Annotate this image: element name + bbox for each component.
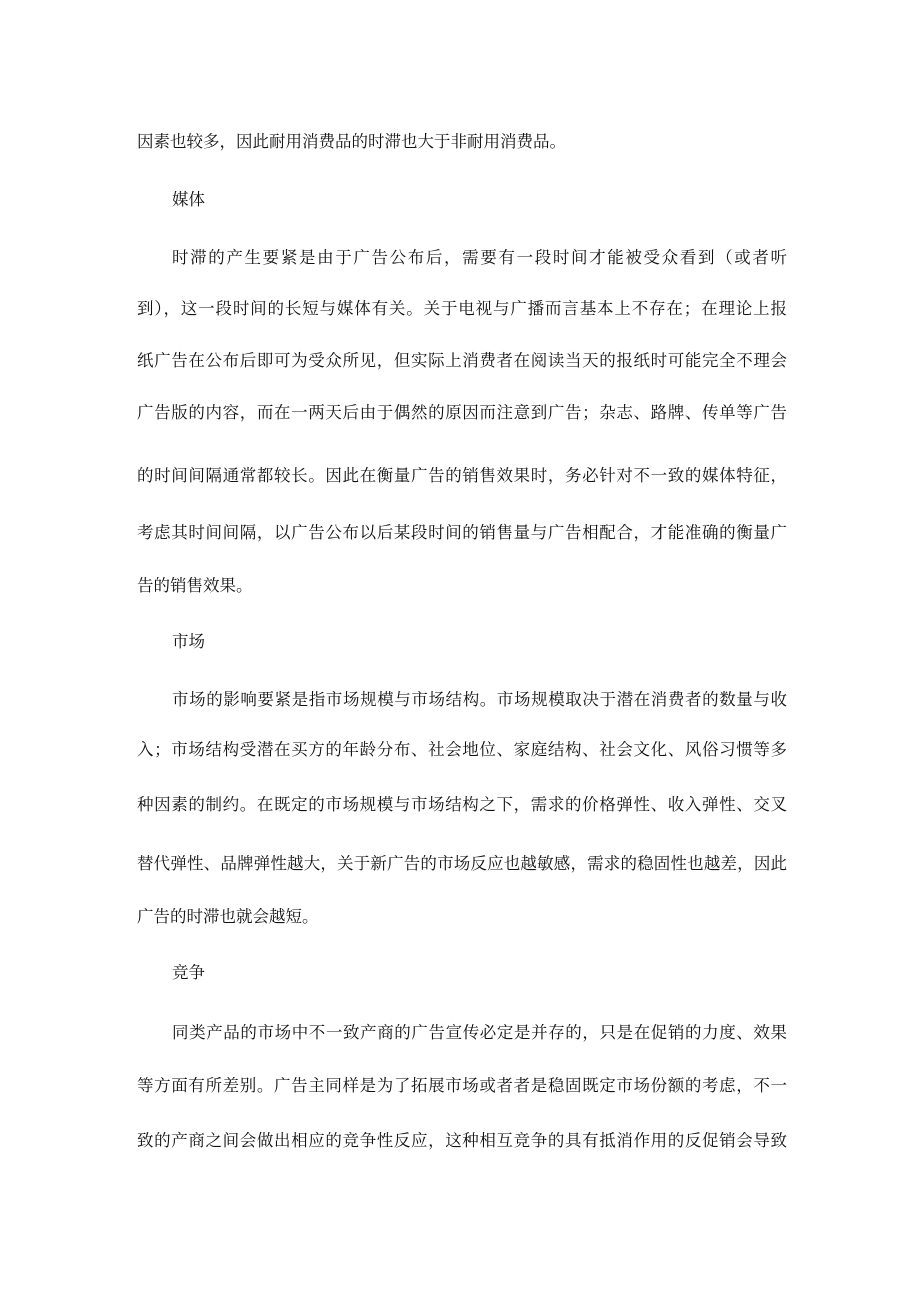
section-heading-competition: 竞争	[172, 963, 205, 982]
paragraph-line: 同类产品的市场中不一致产商的广告宣传必定是并存的，只是在促销的力度、效果	[172, 1023, 787, 1042]
paragraph-line: 纸广告在公布后即可为受众所见，但实际上消费者在阅读当天的报纸时可能完全不理会	[137, 351, 787, 370]
paragraph-line: 种因素的制约。在既定的市场规模与市场结构之下，需求的价格弹性、收入弹性、交叉	[137, 795, 787, 814]
paragraph-line: 致的产商之间会做出相应的竞争性反应，这种相互竞争的具有抵消作用的反促销会导致	[137, 1131, 787, 1150]
paragraph-line: 广告的时滞也就会越短。	[137, 907, 319, 926]
paragraph-line: 考虑其时间间隔，以广告公布以后某段时间的销售量与广告相配合，才能准确的衡量广	[137, 523, 787, 542]
section-heading-market: 市场	[172, 632, 205, 651]
paragraph-line: 市场的影响要紧是指市场规模与市场结构。市场规模取决于潜在消费者的数量与收	[172, 690, 787, 709]
section-heading-media: 媒体	[172, 190, 205, 209]
paragraph-line: 到），这一段时间的长短与媒体有关。关于电视与广播而言基本上不存在；在理论上报	[137, 299, 787, 318]
paragraph-line: 因素也较多，因此耐用消费品的时滞也大于非耐用消费品。	[137, 132, 566, 151]
paragraph-line: 等方面有所差别。广告主同样是为了拓展市场或者者是稳固既定市场份额的考虑，不一	[137, 1076, 787, 1095]
paragraph-line: 时滞的产生要紧是由于广告公布后，需要有一段时间才能被受众看到（或者听	[172, 248, 787, 267]
paragraph-line: 入；市场结构受潜在买方的年龄分布、社会地位、家庭结构、社会文化、风俗习惯等多	[137, 740, 787, 759]
paragraph-line: 告的销售效果。	[137, 576, 253, 595]
paragraph-line: 的时间间隔通常都较长。因此在衡量广告的销售效果时，务必针对不一致的媒体特征，	[137, 466, 787, 485]
paragraph-line: 替代弹性、品牌弹性越大，关于新广告的市场反应也越敏感，需求的稳固性也越差，因此	[137, 854, 787, 873]
paragraph-line: 广告版的内容，而在一两天后由于偶然的原因而注意到广告；杂志、路牌、传单等广告	[137, 403, 787, 422]
